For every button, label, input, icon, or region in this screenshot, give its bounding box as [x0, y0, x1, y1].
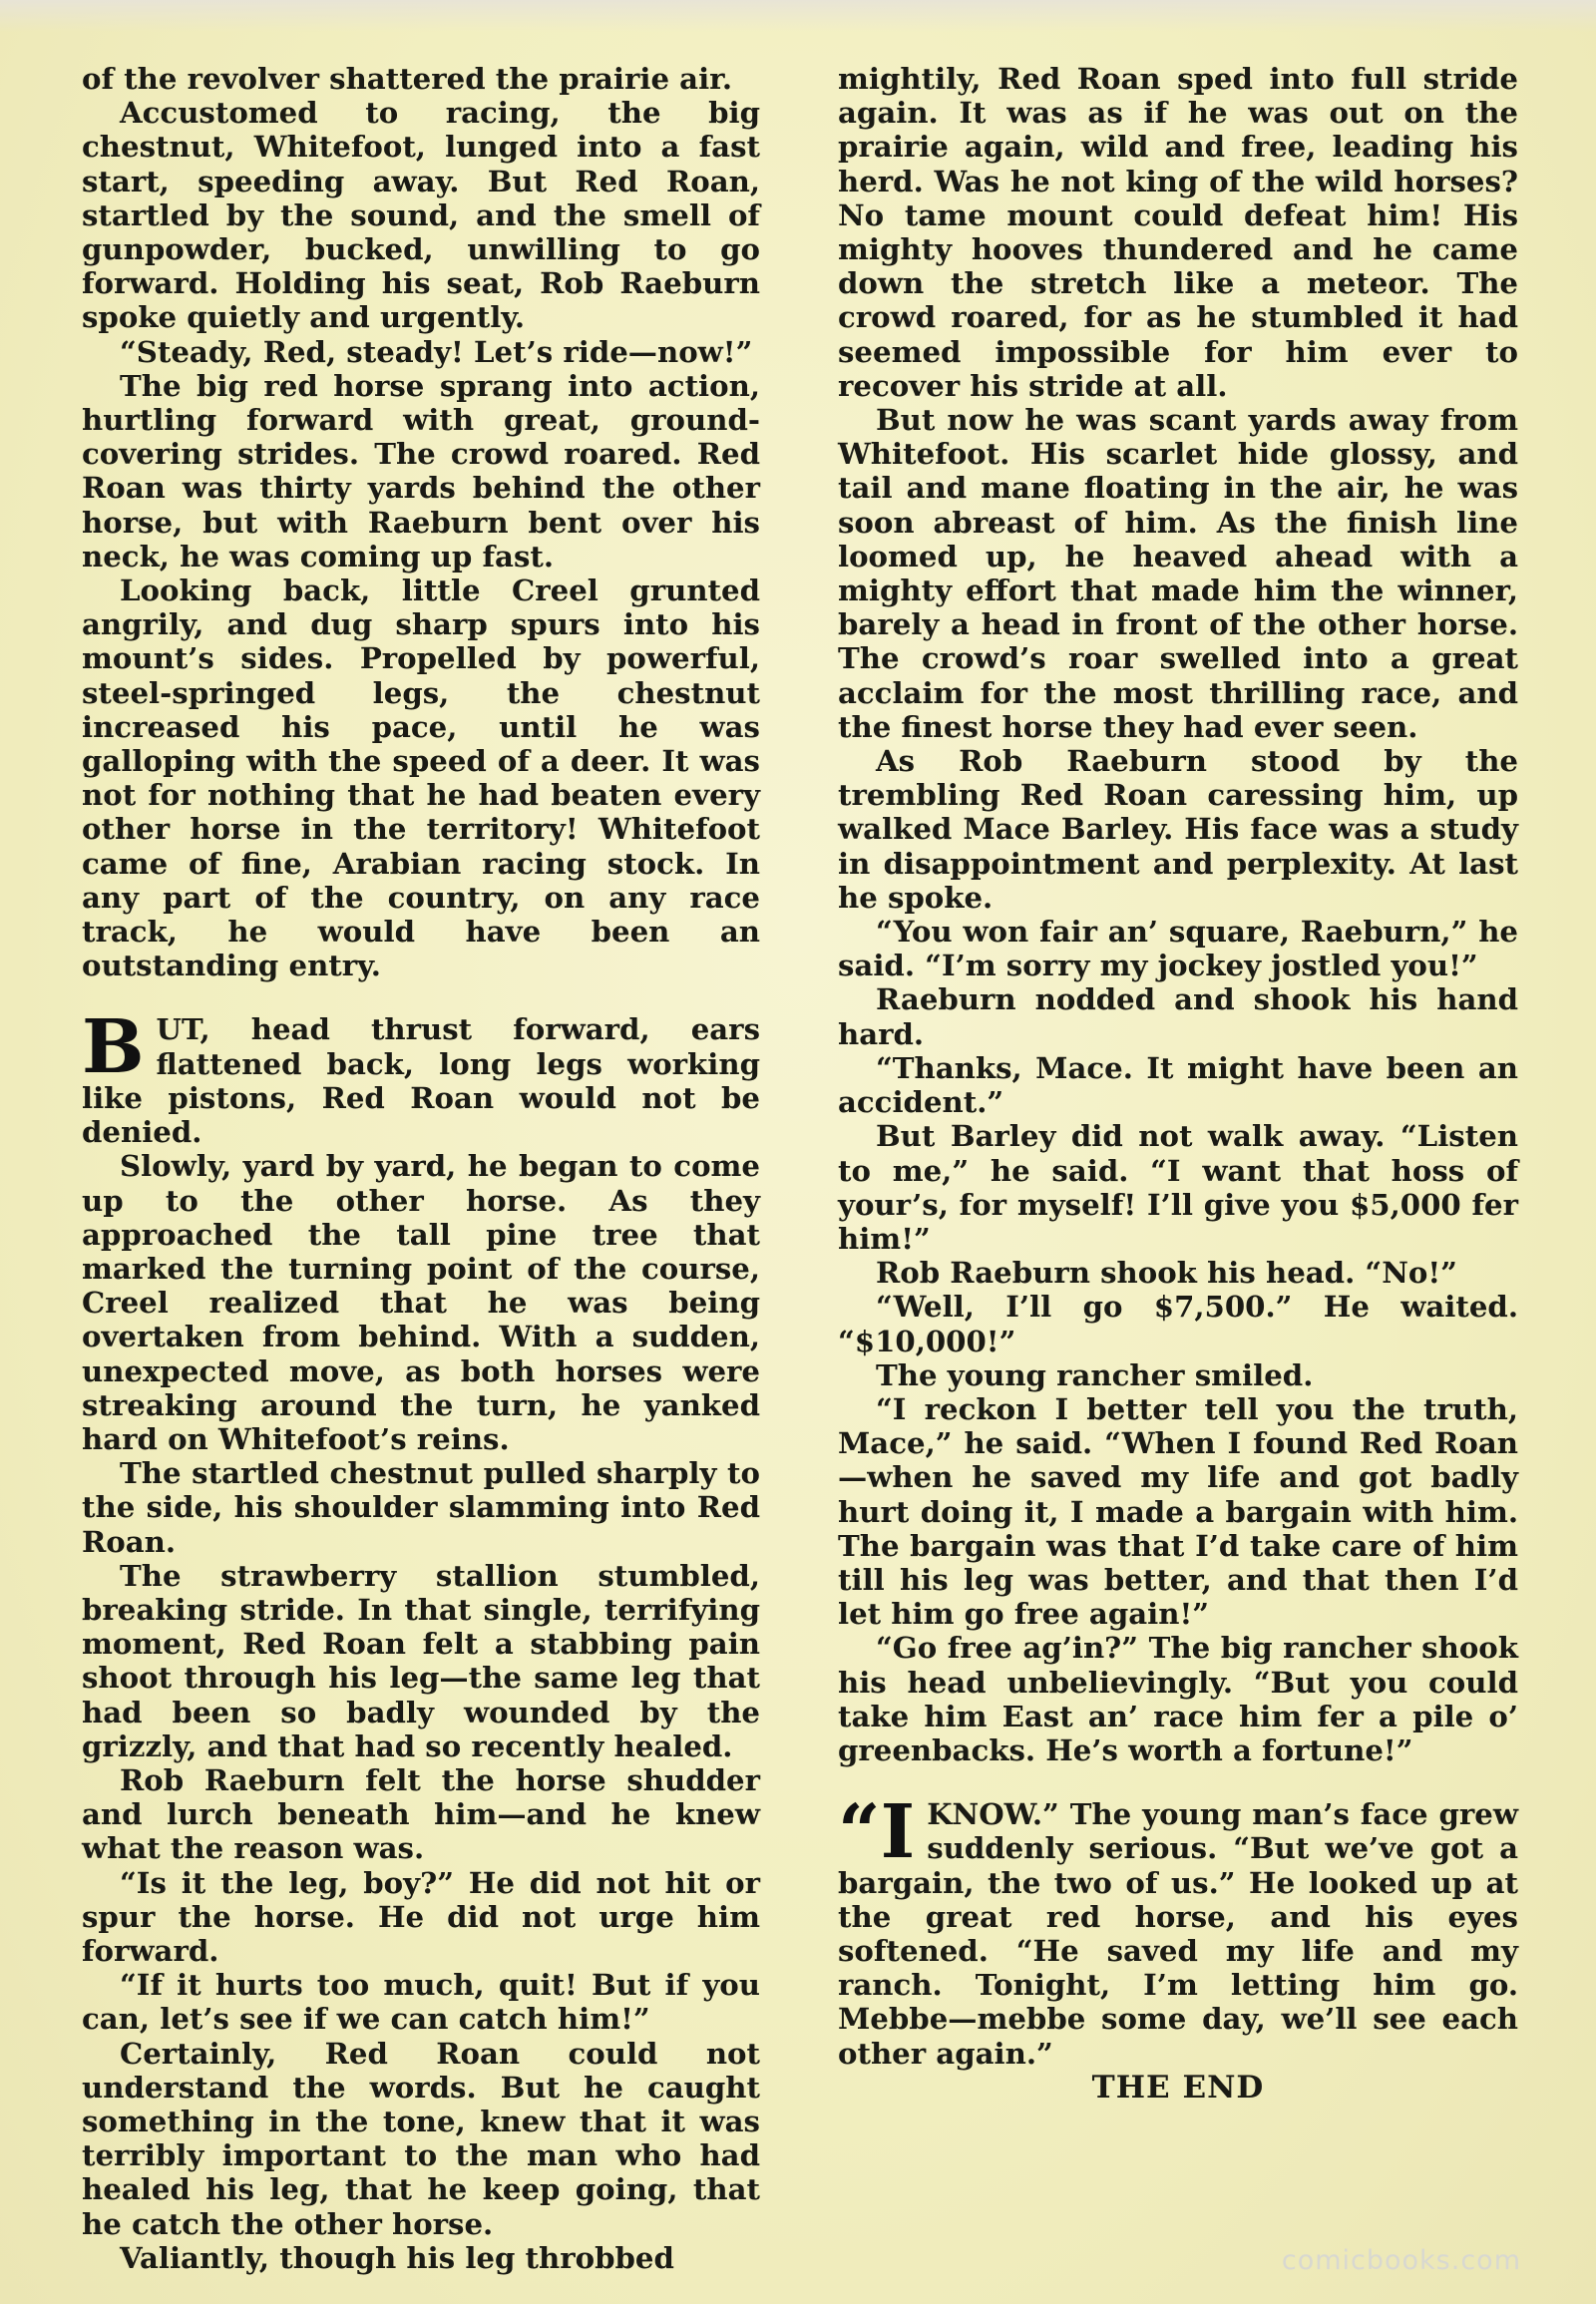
- dropcap-paragraph: [838, 1789, 1518, 2071]
- paragraph: The strawberry stallion stumbled, breaking stride. In that single, terrifying moment, Red Roan felt a stabbing pain shoot through his leg—the same leg that had been so badly wounded by the grizzly, and that had so recently healed.: [82, 1558, 760, 1763]
- dropcap-paragraph-text: UT, head thrust forward, ears flattened back, long legs working like pistons, Red Roan would not be denied.: [82, 1012, 760, 1150]
- paragraph: “Well, I’ll go $7,500.” He waited. “$10,000!”: [838, 1290, 1518, 1358]
- paragraph: “Go free ag’in?” The big rancher shook his head unbelievingly. “But you could take him East an’ race him fer a pile o’ greenbacks. He’s worth a fortune!”: [838, 1631, 1518, 1767]
- paragraph: “Thanks, Mace. It might have been an accident.”: [838, 1050, 1518, 1120]
- paragraph: Rob Raeburn felt the horse shudder and lurch beneath him—and he knew what the reason was.: [82, 1762, 760, 1866]
- left-text-column: [82, 62, 760, 2275]
- dropcap-paragraph: [82, 1004, 760, 1150]
- paragraph: The young rancher smiled.: [876, 1357, 1314, 1392]
- paragraph: “Is it the leg, boy?” He did not hit or spur the horse. He did not urge him forward.: [82, 1865, 760, 1968]
- paragraph: Rob Raeburn shook his head. “No!”: [876, 1256, 1457, 1291]
- paragraph: “I reckon I better tell you the truth, Mace,” he said. “When I found Red Roan—when he saved my life and got badly hurt doing it, I made a bargain with him. The bargain was that I’d take care of him till his leg was better, and that then I’d let him go free again!”: [838, 1391, 1518, 1632]
- paragraph: But now he was scant yards away from Whitefoot. His scarlet hide glossy, and tail and mane floating in the air, he was soon abreast of him. As the finish line loomed up, he heaved ahead with a mighty effort that made him the winner, barely a head in front of the other horse. The crowd’s roar swelled into a great acclaim for the most thrilling race, and the finest horse they had ever seen.: [838, 403, 1518, 744]
- right-text-column: [838, 62, 1518, 2226]
- site-watermark: comicbooks.com: [1281, 2245, 1521, 2276]
- dropcap-letter: B: [82, 1004, 145, 1091]
- dropcap-paragraph-text: KNOW.” The young man’s face grew suddenly serious. “But we’ve got a bargain, the two of us.” He looked up at the great red horse, and his eyes softened. “He saved my life and my ranch. Tonight, I’m letting him go. Mebbe—mebbe some day, we’ll see each other again.”: [838, 1797, 1518, 2071]
- paragraph: Looking back, little Creel grunted angrily, and dug sharp spurs into his mount’s sides. Propelled by powerful, steel-springed legs, the chestnut increased his pace, until he was galloping with the speed of a deer. It was not for nothing that he had beaten every other horse in the territory! Whitefoot came of fine, Arabian racing stock. In any part of the country, on any race track, he would have been an outstanding entry.: [82, 574, 760, 983]
- paragraph: mightily, Red Roan sped into full stride again. It was as if he was out on the prairie again, wild and free, leading his herd. Was he not king of the wild horses? No tame mount could defeat him! His mighty hooves thundered and he came down the stretch like a meteor. The crowd roared, for as he stumbled it had seemed impossible for him ever to recover his stride at all.: [838, 62, 1518, 403]
- paragraph: Accustomed to racing, the big chestnut, Whitefoot, lunged into a fast start, speeding away. But Red Roan, startled by the sound, and the smell of gunpowder, bucked, unwilling to go forward. Holding his seat, Rob Raeburn spoke quietly and urgently.: [82, 96, 760, 335]
- paragraph: “You won fair an’ square, Raeburn,” he said. “I’m sorry my jockey jostled you!”: [838, 915, 1518, 983]
- paragraph: Raeburn nodded and shook his hand hard.: [838, 982, 1518, 1051]
- paragraph: Slowly, yard by yard, he began to come up to the other horse. As they approached the tall pine tree that marked the turning point of the course, Creel realized that he was being overtaken from behind. With a sudden, unexpected move, as both horses were streaking around the turn, he yanked hard on Whitefoot’s reins.: [82, 1149, 760, 1456]
- dropcap-letter: “I: [838, 1789, 916, 1876]
- paragraph: of the revolver shattered the prairie air.: [82, 62, 733, 96]
- paragraph: The big red horse sprang into action, hurtling forward with great, ground-covering strides. The crowd roared. Red Roan was thirty yards behind the other horse, but with Raeburn bent over his neck, he was coming up fast.: [82, 368, 760, 574]
- paragraph: Valiantly, though his leg throbbed: [120, 2240, 674, 2275]
- page-top-edge: [0, 0, 1596, 32]
- paragraph: “Steady, Red, steady! Let’s ride—now!”: [120, 334, 753, 369]
- the-end-label: THE END: [1091, 2069, 1265, 2106]
- paragraph: Certainly, Red Roan could not understand the words. But he caught something in the tone, knew that it was terribly important to the man who had healed his leg, that he keep going, that he catch the other horse.: [82, 2036, 760, 2241]
- paragraph: The startled chestnut pulled sharply to the side, his shoulder slamming into Red Roan.: [82, 1456, 760, 1559]
- paragraph: As Rob Raeburn stood by the trembling Red Roan caressing him, up walked Mace Barley. His face was a study in disappointment and perplexity. At last he spoke.: [838, 744, 1518, 915]
- paragraph: “If it hurts too much, quit! But if you can, let’s see if we can catch him!”: [82, 1968, 760, 2037]
- paragraph: But Barley did not walk away. “Listen to me,” he said. “I want that hoss of your’s, for myself! I’ll give you $5,000 fer him!”: [838, 1119, 1518, 1256]
